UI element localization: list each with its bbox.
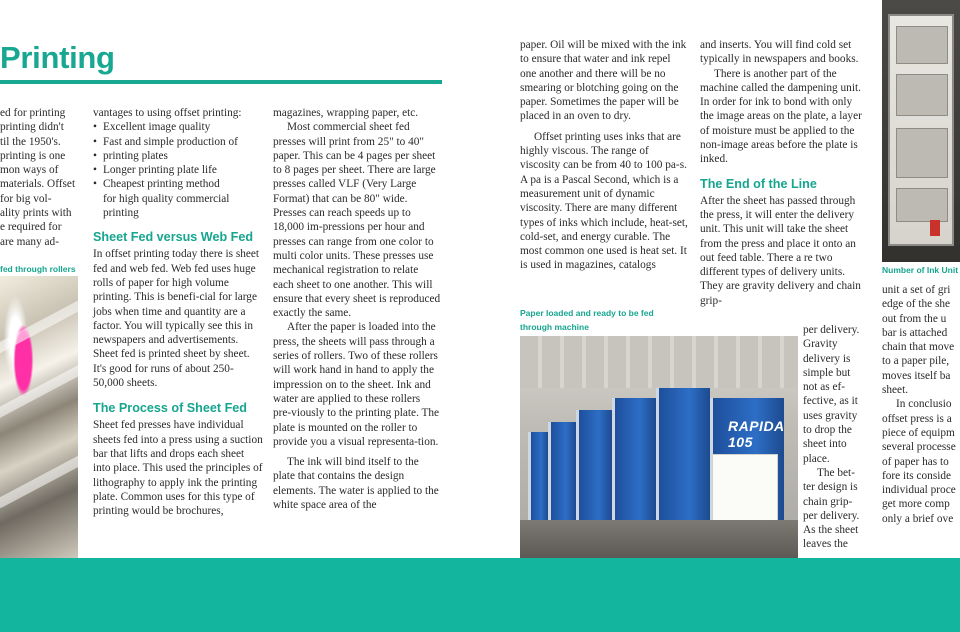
list-item: • Cheapest printing method <box>93 177 263 191</box>
list-item-continuation: for high quality commercial printing <box>103 192 230 220</box>
printing-press-photo <box>520 336 798 558</box>
text-line: offset press is a <box>882 412 952 425</box>
column-6 <box>882 283 960 526</box>
column-5-narrow <box>803 323 865 552</box>
list-item: • Fast and simple production of <box>93 135 263 149</box>
text-line: In conclusio <box>896 398 952 411</box>
text-line: til the 1950's. <box>0 135 61 148</box>
column-5 <box>700 38 868 308</box>
caption-line: through machine <box>520 322 589 332</box>
text-paragraph: and inserts. You will find cold set typically in newspapers and books. <box>700 39 859 66</box>
text-line: several processe <box>882 441 956 454</box>
indicator-light <box>930 220 940 236</box>
ink-units-photo <box>882 0 960 262</box>
text-paragraph: Sheet fed presses have individual sheets fed into a press using a suction bar that lifts and drops each sheet into place. This used the principles of lithography to apply ink the printing plate. Common uses for this type of printing would be brochures, <box>93 419 263 518</box>
text-line: printing is one <box>0 149 66 162</box>
text-paragraph: The ink will bind itself to the plate that contains the design elements. The water is applied to the white space area of the <box>273 456 439 512</box>
text-line: for big vol- <box>0 192 52 205</box>
title-rule <box>0 80 442 84</box>
column-2 <box>93 106 263 518</box>
press-unit <box>612 398 656 534</box>
text-line: e required for <box>0 221 62 234</box>
press-brand-label: RAPIDA 105 <box>728 418 785 450</box>
control-panel <box>888 14 954 246</box>
text-paragraph: After the paper is loaded into the press, the sheets will pass through a series of rollers. Two of these rollers will work hand in hand to apply the impression on to the sheet. Ink and water are applied to these rollers pre-viously to the printing plate. The plate is mounted on the roller to provide you a visual representa-tion. <box>273 321 440 448</box>
text-line: edge of the she <box>882 298 951 311</box>
text-paragraph: There is another part of the machine called the dampening unit. In order for ink to bond with only the image areas on the plate, a layer of moisture must be applied to the non-image areas before the plate is inked. <box>700 67 862 166</box>
press-unit <box>656 388 710 538</box>
list-item: • Longer printing plate life <box>93 163 263 177</box>
list-item: • Excellent image quality <box>93 120 263 134</box>
column-4 <box>520 38 688 273</box>
text-line: sheet. <box>882 384 909 397</box>
text-line: fore its conside <box>882 469 952 482</box>
text-line: unit a set of gri <box>882 284 951 296</box>
text-line: to a paper pile, <box>882 355 950 368</box>
text-paragraph: per delivery. Gravity delivery is simple but not as ef-fective, as it uses gravity to drop the sheet into place. <box>803 324 860 465</box>
press-unit <box>576 410 612 532</box>
text-paragraph: The bet-ter design is chain grip-per delivery. As the sheet leaves the <box>803 466 860 551</box>
press-unit <box>548 422 576 530</box>
text-paragraph: In offset printing today there is sheet fed and web fed. Web fed uses huge rolls of paper for high volume printing. This is benefi-cial for large jobs when time and quantity are a factor. You will typically see this in newspapers and advertisements. Sheet fed is printed sheet by sheet. It's good for runs of about 250-50,000 sheets. <box>93 248 260 390</box>
text-line: ality prints with <box>0 207 72 220</box>
factory-ceiling <box>520 336 798 388</box>
text-line: of paper has to <box>882 455 949 468</box>
text-paragraph: vantages to using offset printing: <box>93 107 242 119</box>
text-line: ed for printing <box>0 107 66 119</box>
text-line: get more comp <box>882 498 950 511</box>
factory-floor <box>520 520 798 558</box>
text-paragraph: Offset printing uses inks that are highly viscous. The range of viscosity can be from 40 to 100 pa-s. A pa is a Pascal Second, which is a measurement unit of dynamic viscosity. There are many different types of inks which include, heat-set, cold-set, and energy curable. The most common one used is heat set. It is used in magazines, catalogs <box>520 130 688 272</box>
photo-caption-units: Number of Ink Unit <box>882 265 959 275</box>
text-line: bar is attached <box>882 326 948 339</box>
rollers-photo <box>0 276 78 558</box>
text-line: piece of equipm <box>882 426 955 439</box>
article-title: Printing <box>0 40 115 75</box>
text-paragraph: Most commercial sheet fed presses will print from 25" to 40" paper. This can be 4 pages per sheet to 8 pages per sheet. There are large presses called VLF (Very Large Format) that can be 80" wide. Presses can reach speeds up to 18,000 im-pressions per hour and presses can range from one color to multi color units. These presses use mechanical registration to relate each sheet to one another. This will ensure that every sheet is reproduced exactly the same. <box>273 121 441 320</box>
text-line: materials. Offset <box>0 178 76 191</box>
text-line: individual proce <box>882 484 956 497</box>
text-line: only a brief ove <box>882 512 954 525</box>
text-line: moves itself ba <box>882 369 951 382</box>
text-paragraph: paper. Oil will be mixed with the ink to ensure that water and ink repel one another and there will be no smearing or blotching going on the paper. Sometimes the paper will be placed in an oven to dry. <box>520 39 687 123</box>
section-heading: Sheet Fed versus Web Fed <box>93 230 254 245</box>
text-line: mon ways of <box>0 164 59 177</box>
footer-color-band <box>0 558 960 632</box>
text-line: printing didn't <box>0 121 64 134</box>
caption-line: Paper loaded and ready to be fed <box>520 308 654 318</box>
text-paragraph: magazines, wrapping paper, etc. <box>273 107 419 119</box>
photo-caption-paper <box>520 306 720 334</box>
advantages-list <box>93 120 263 191</box>
list-item: • printing plates <box>93 149 263 163</box>
column-1 <box>0 106 80 249</box>
text-paragraph: After the sheet has passed through the press, it will enter the delivery unit. This unit will take the sheet from the press and place it onto an out feed table. There a re two different types of delivery units. They are gravity delivery and chain grip- <box>700 194 861 307</box>
text-line: are many ad- <box>0 235 59 248</box>
section-heading: The End of the Line <box>700 176 817 191</box>
text-line: chain that move <box>882 341 955 354</box>
photo-caption-rollers: fed through rollers <box>0 264 76 274</box>
column-3 <box>273 106 441 512</box>
text-line: out from the u <box>882 312 947 325</box>
press-unit <box>528 432 548 528</box>
section-heading: The Process of Sheet Fed <box>93 401 247 416</box>
